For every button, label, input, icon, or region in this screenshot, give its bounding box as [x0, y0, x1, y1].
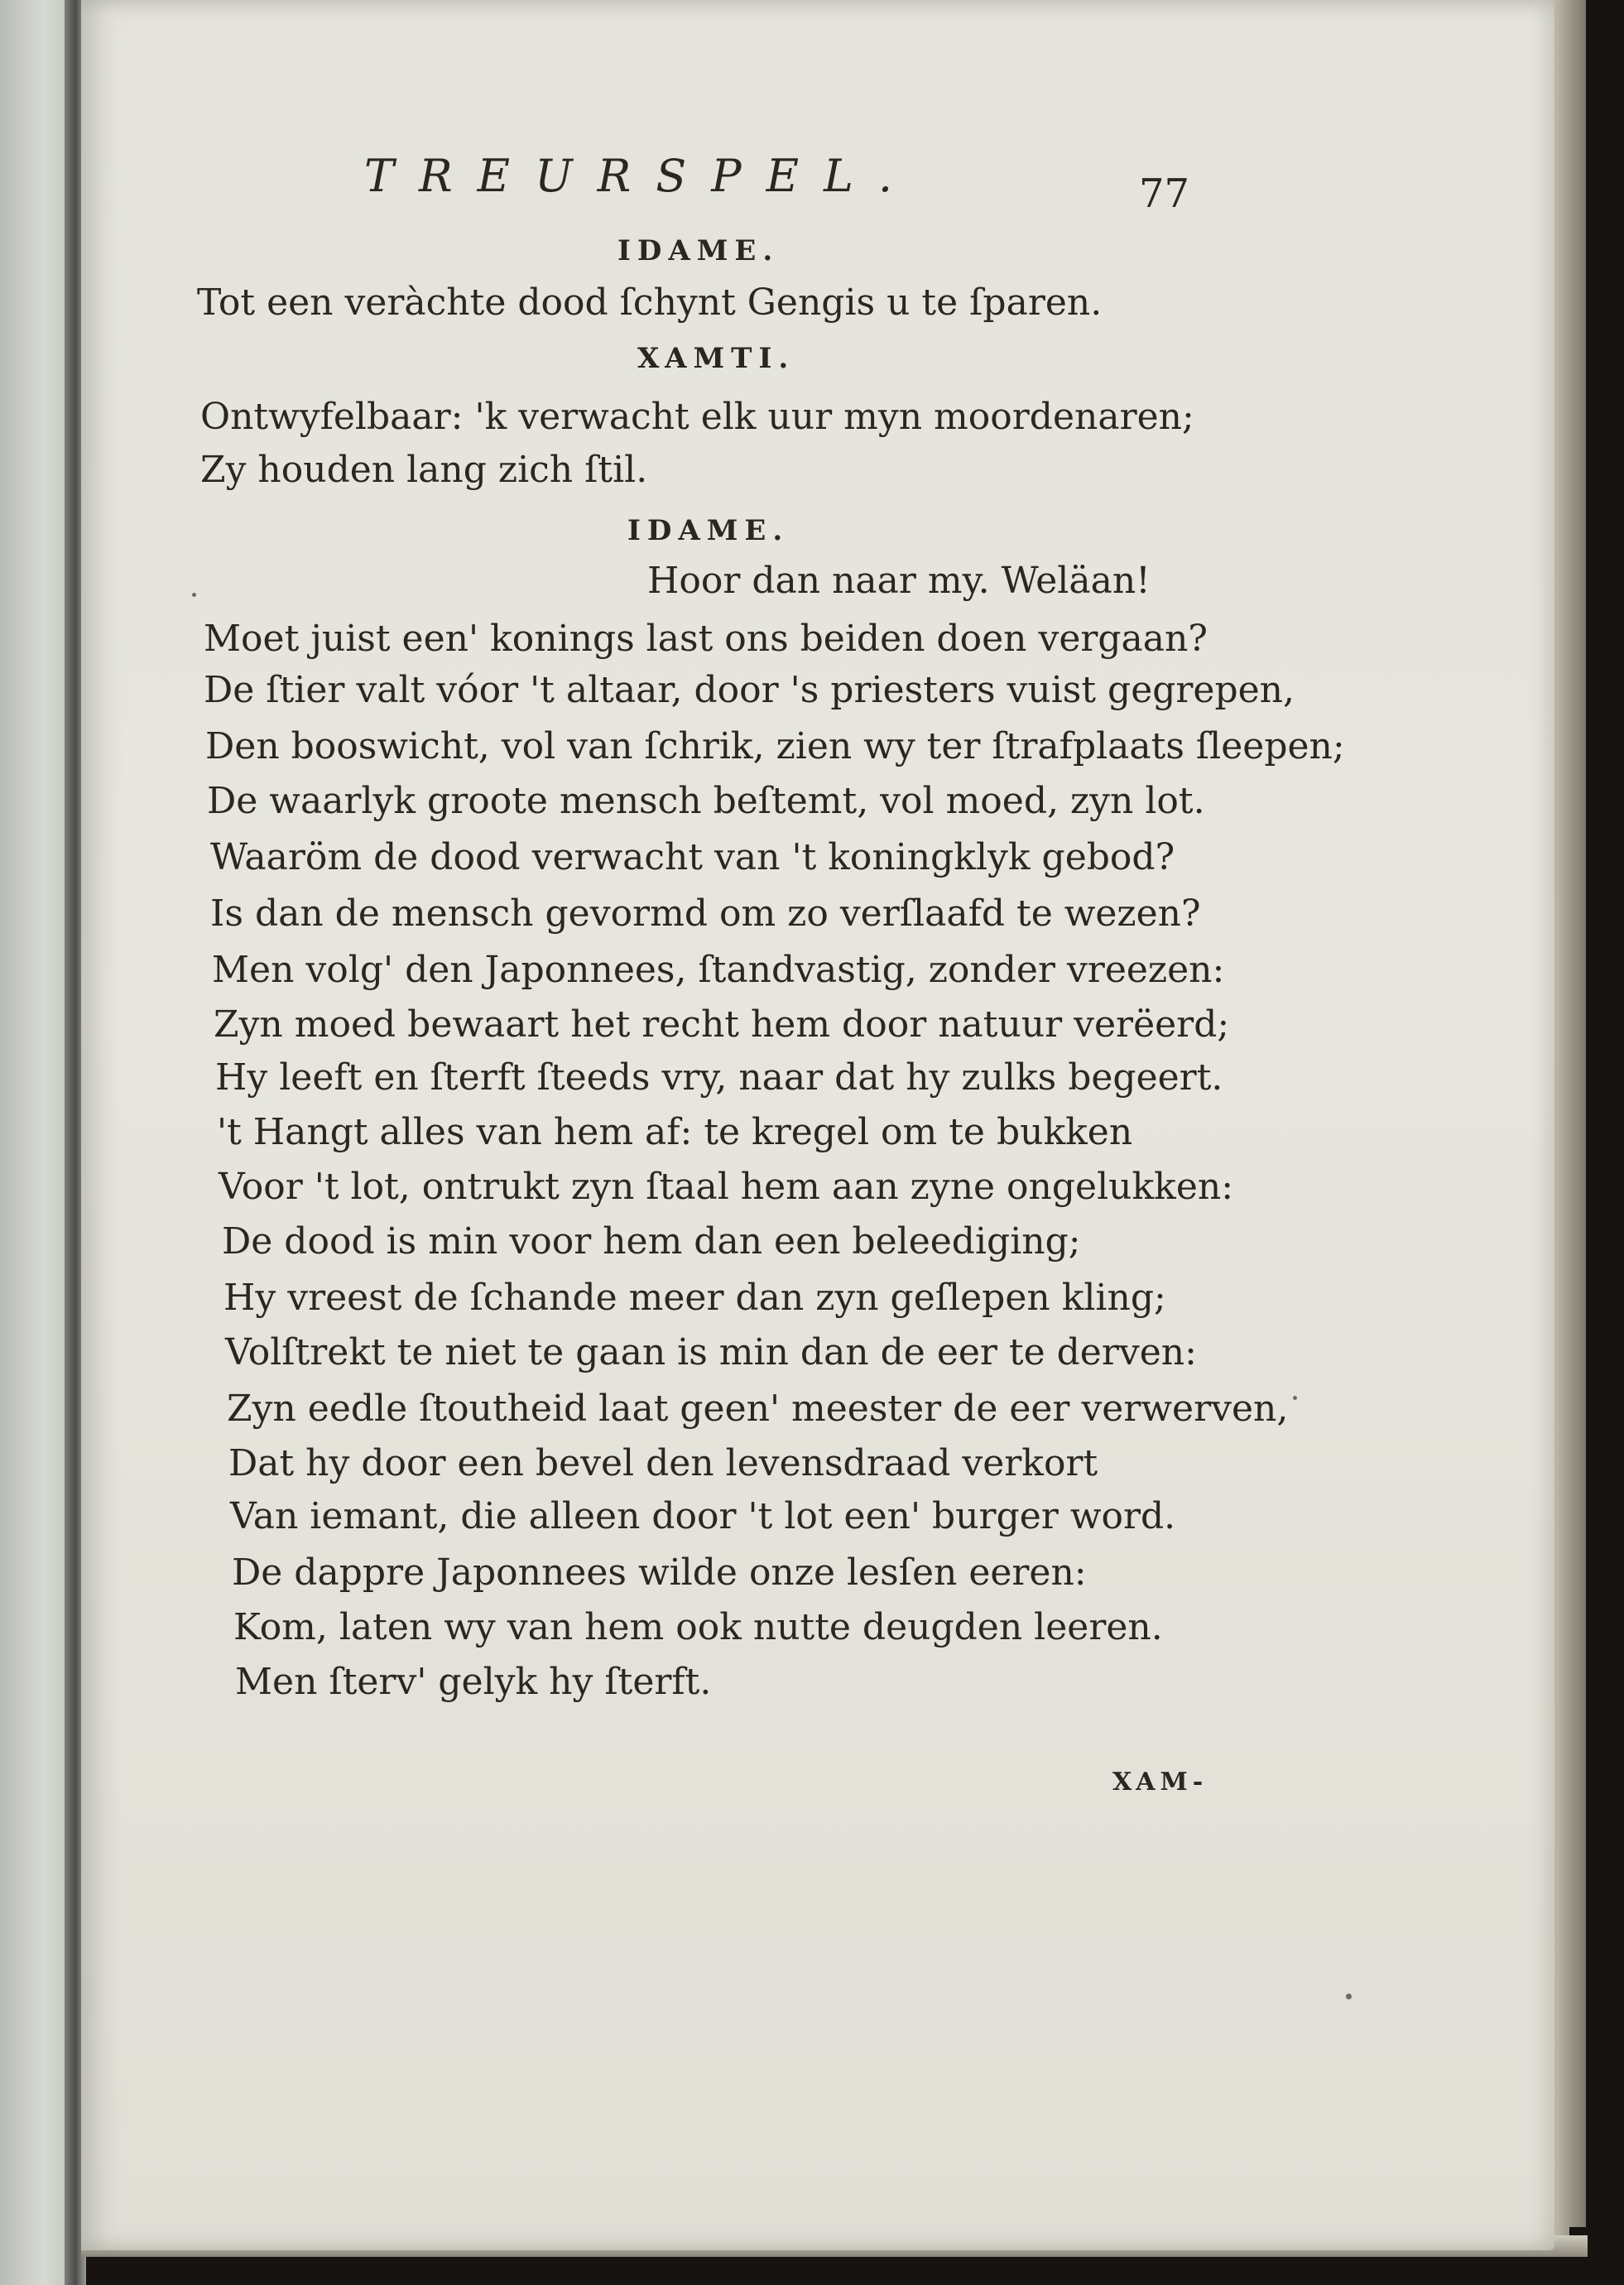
verse-line: Den booswicht, vol van ſchrik, zien wy ter ſtrafplaats ſleepen;	[205, 725, 1345, 767]
verse-line: Zyn moed bewaart het recht hem door natuur verëerd;	[214, 1003, 1230, 1046]
speaker-label: IDAME.	[627, 514, 790, 547]
verse-line: Zy houden lang zich ſtil.	[200, 449, 648, 491]
verse-line: Volſtrekt te niet te gaan is min dan de eer te derven:	[225, 1331, 1197, 1373]
verse-line: Voor 't lot, ontrukt zyn ſtaal hem aan zyne ongelukken:	[219, 1166, 1234, 1208]
verse-line: Is dan de mensch gevormd om zo verſlaafd te wezen?	[210, 892, 1201, 935]
verse-line: Zyn eedle ſtoutheid laat geen' meester de eer verwerven,	[227, 1388, 1289, 1430]
verse-line: Waaröm de dood verwacht van 't koningklyk gebod?	[210, 836, 1175, 878]
running-head: TREURSPEL.	[364, 150, 918, 202]
verse-line: Men volg' den Japonnees, ſtandvastig, zonder vreezen:	[212, 949, 1225, 991]
page-number: 77	[1139, 171, 1190, 217]
verse-line: Hoor dan naar my. Weläan!	[647, 560, 1151, 602]
verse-line: Ontwyfelbaar: 'k verwacht elk uur myn moordenaren;	[200, 396, 1194, 438]
verse-line: Hy vreest de ſchande meer dan zyn geſlepen kling;	[223, 1277, 1166, 1319]
verse-line: 't Hangt alles van hem af: te kregel om te bukken	[217, 1111, 1133, 1153]
paper-speck	[1346, 1994, 1352, 1999]
verse-line: Moet juist een' konings last ons beiden doen vergaan?	[204, 618, 1208, 660]
paper-speck	[192, 593, 196, 597]
verse-line: Kom, laten wy van hem ook nutte deugden leeren.	[233, 1606, 1163, 1648]
verse-line: De waarlyk groote mensch beſtemt, vol moed, zyn lot.	[207, 780, 1205, 822]
verse-line: Van iemant, die alleen door 't lot een' burger word.	[230, 1495, 1176, 1537]
verse-line: De dood is min voor hem dan een beleediging;	[222, 1220, 1081, 1263]
verse-line: Men ſterv' gelyk hy ſterft.	[235, 1661, 712, 1703]
verse-line: De ſtier valt vóor 't altaar, door 's priesters vuist gegrepen,	[204, 669, 1295, 711]
speaker-label: IDAME.	[617, 234, 780, 267]
page-edge-stack-outer	[1566, 0, 1586, 2227]
catchword: XAM-	[1112, 1768, 1208, 1797]
verse-line: De dappre Japonnees wilde onze lesſen eeren:	[232, 1551, 1087, 1594]
verse-line: Dat hy door een bevel den levensdraad verkort	[228, 1442, 1098, 1484]
paper-speck	[1293, 1396, 1297, 1400]
verse-line: Tot een veràchte dood ſchynt Gengis u te ſparen.	[197, 281, 1103, 324]
verse-line: Hy leeft en ſterft ſteeds vry, naar dat hy zulks begeert.	[215, 1056, 1223, 1099]
speaker-label: XAMTI.	[637, 342, 795, 375]
